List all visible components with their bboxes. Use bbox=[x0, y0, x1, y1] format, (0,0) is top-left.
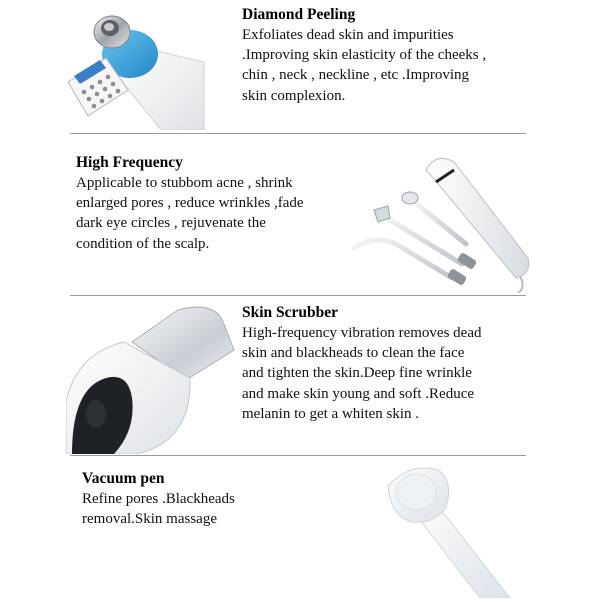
high-frequency-image bbox=[350, 148, 535, 293]
section-divider bbox=[70, 455, 526, 456]
section-title-high-frequency: High Frequency bbox=[76, 154, 183, 171]
vacuum-pen-image bbox=[380, 462, 530, 598]
diamond-peeling-image bbox=[66, 4, 206, 130]
section-description-diamond-peeling: Exfoliates dead skin and impurities .Improving skin elasticity of the cheeks , chin , neck , neckline , etc .Improving skin complexion. bbox=[242, 27, 487, 104]
section-description-skin-scrubber: High-frequency vibration removes dead skin and blackheads to clean the face and tighten the skin.Deep fine wrinkle and make skin young and soft .Reduce melanin to get a whiten skin . bbox=[242, 325, 482, 422]
section-divider bbox=[70, 295, 526, 296]
section-title-skin-scrubber: Skin Scrubber bbox=[242, 304, 339, 321]
section-description-high-frequency: Applicable to stubbom acne , shrink enlarged pores , reduce wrinkles ,fade dark eye circles , rejuvenate the condition of the scalp. bbox=[76, 175, 304, 252]
section-description-vacuum-pen: Refine pores .Blackheads removal.Skin massage bbox=[82, 491, 235, 528]
skin-scrubber-image bbox=[66, 302, 236, 454]
section-title-diamond-peeling: Diamond Peeling bbox=[242, 6, 356, 23]
section-title-vacuum-pen: Vacuum pen bbox=[82, 470, 165, 487]
section-divider bbox=[70, 133, 526, 134]
